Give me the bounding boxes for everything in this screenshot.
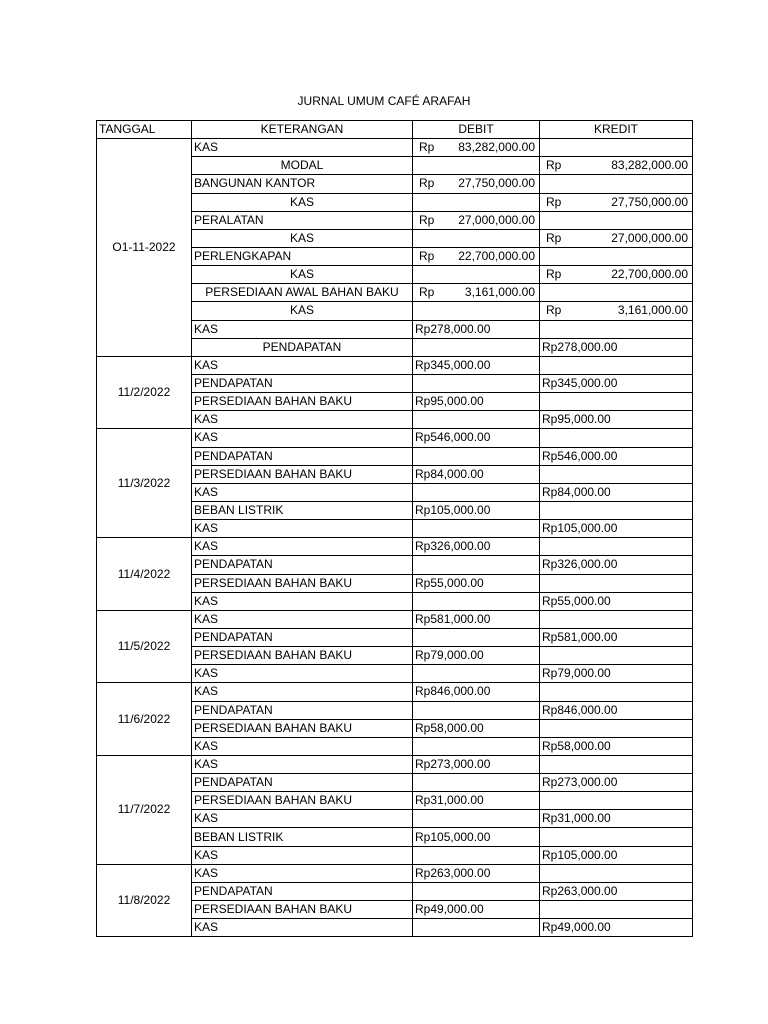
debit-amount-cell: [413, 882, 540, 900]
credit-amount-cell: [540, 229, 693, 247]
debit-amount-cell: Rp58,000.00: [413, 719, 540, 737]
header-credit: KREDIT: [540, 121, 693, 139]
credit-amount-cell: [540, 647, 693, 665]
account-description: PERALATAN: [192, 211, 413, 229]
entry-date: 11/7/2022: [97, 755, 192, 864]
credit-amount-cell: Rp58,000.00: [540, 737, 693, 755]
entry-date: 11/8/2022: [97, 864, 192, 937]
credit-amount-cell: [540, 429, 693, 447]
credit-amount-cell: [540, 574, 693, 592]
credit-amount-cell: [540, 465, 693, 483]
credit-amount-cell: [540, 864, 693, 882]
debit-amount-cell: [413, 266, 540, 284]
account-description: PENDAPATAN: [192, 338, 413, 356]
account-description: PENDAPATAN: [192, 774, 413, 792]
account-description: KAS: [192, 193, 413, 211]
account-description: PERLENGKAPAN: [192, 247, 413, 265]
account-description: KAS: [192, 665, 413, 683]
credit-amount-cell: Rp273,000.00: [540, 774, 693, 792]
debit-amount-cell: [413, 628, 540, 646]
credit-amount-cell: Rp278,000.00: [540, 338, 693, 356]
debit-amount-cell: Rp55,000.00: [413, 574, 540, 592]
entry-date: 11/5/2022: [97, 610, 192, 683]
credit-amount-cell: Rp84,000.00: [540, 483, 693, 501]
debit-amount-cell: Rp846,000.00: [413, 683, 540, 701]
journal-row: [97, 755, 693, 773]
account-description: PERSEDIAAN BAHAN BAKU: [192, 719, 413, 737]
debit-amount-cell: [413, 338, 540, 356]
credit-amount-cell: [540, 175, 693, 193]
currency-symbol: Rp: [546, 194, 562, 209]
debit-amount-cell: Rp31,000.00: [413, 792, 540, 810]
journal-row: [97, 538, 693, 556]
credit-amount-cell: [540, 266, 693, 284]
account-description: PENDAPATAN: [192, 882, 413, 900]
account-description: MODAL: [192, 157, 413, 175]
credit-amount-cell: Rp79,000.00: [540, 665, 693, 683]
account-description: KAS: [192, 610, 413, 628]
debit-amount-cell: [413, 229, 540, 247]
debit-amount-cell: [413, 665, 540, 683]
journal-row: [97, 610, 693, 628]
debit-amount-cell: Rp105,000.00: [413, 501, 540, 519]
debit-amount-cell: Rp581,000.00: [413, 610, 540, 628]
currency-symbol: Rp: [546, 267, 562, 282]
credit-amount-cell: [540, 139, 693, 157]
credit-amount: 27,000,000.00: [611, 230, 688, 245]
account-description: PENDAPATAN: [192, 447, 413, 465]
account-description: PERSEDIAAN BAHAN BAKU: [192, 574, 413, 592]
debit-amount-cell: [413, 302, 540, 320]
journal-table: [96, 120, 693, 937]
account-description: KAS: [192, 846, 413, 864]
debit-amount-cell: [413, 520, 540, 538]
account-description: BEBAN LISTRIK: [192, 501, 413, 519]
debit-amount-cell: [413, 483, 540, 501]
account-description: KAS: [192, 139, 413, 157]
currency-symbol: Rp: [419, 212, 435, 227]
account-description: PERSEDIAAN BAHAN BAKU: [192, 393, 413, 411]
account-description: KAS: [192, 229, 413, 247]
account-description: PERSEDIAAN AWAL BAHAN BAKU: [192, 284, 413, 302]
journal-row: [97, 429, 693, 447]
credit-amount-cell: Rp846,000.00: [540, 701, 693, 719]
account-description: KAS: [192, 538, 413, 556]
account-description: KAS: [192, 592, 413, 610]
currency-symbol: Rp: [419, 140, 435, 155]
credit-amount-cell: Rp105,000.00: [540, 520, 693, 538]
credit-amount-cell: [540, 320, 693, 338]
debit-amount: 83,282,000.00: [458, 140, 535, 155]
debit-amount-cell: [413, 774, 540, 792]
account-description: KAS: [192, 755, 413, 773]
account-description: PERSEDIAAN BAHAN BAKU: [192, 901, 413, 919]
debit-amount-cell: Rp546,000.00: [413, 429, 540, 447]
account-description: KAS: [192, 302, 413, 320]
debit-amount-cell: Rp84,000.00: [413, 465, 540, 483]
debit-amount-cell: [413, 919, 540, 937]
account-description: KAS: [192, 864, 413, 882]
debit-amount-cell: Rp263,000.00: [413, 864, 540, 882]
debit-amount: 27,750,000.00: [458, 176, 535, 191]
credit-amount-cell: [540, 356, 693, 374]
debit-amount-cell: [413, 284, 540, 302]
debit-amount: 22,700,000.00: [458, 249, 535, 264]
credit-amount-cell: Rp581,000.00: [540, 628, 693, 646]
account-description: KAS: [192, 483, 413, 501]
account-description: PERSEDIAAN BAHAN BAKU: [192, 792, 413, 810]
account-description: KAS: [192, 520, 413, 538]
account-description: KAS: [192, 810, 413, 828]
credit-amount-cell: Rp546,000.00: [540, 447, 693, 465]
account-description: BANGUNAN KANTOR: [192, 175, 413, 193]
debit-amount-cell: Rp278,000.00: [413, 320, 540, 338]
debit-amount-cell: Rp273,000.00: [413, 755, 540, 773]
journal-body: [97, 139, 693, 937]
credit-amount-cell: Rp55,000.00: [540, 592, 693, 610]
credit-amount-cell: Rp49,000.00: [540, 919, 693, 937]
debit-amount-cell: [413, 411, 540, 429]
entry-date: 11/6/2022: [97, 683, 192, 756]
account-description: KAS: [192, 683, 413, 701]
credit-amount-cell: [540, 683, 693, 701]
entry-date: O1-11-2022: [97, 139, 192, 357]
credit-amount-cell: Rp31,000.00: [540, 810, 693, 828]
debit-amount-cell: Rp105,000.00: [413, 828, 540, 846]
currency-symbol: Rp: [419, 176, 435, 191]
credit-amount: 22,700,000.00: [611, 267, 688, 282]
debit-amount-cell: [413, 211, 540, 229]
credit-amount-cell: Rp345,000.00: [540, 374, 693, 392]
debit-amount-cell: [413, 592, 540, 610]
debit-amount-cell: Rp95,000.00: [413, 393, 540, 411]
account-description: PENDAPATAN: [192, 701, 413, 719]
credit-amount: 3,161,000.00: [617, 303, 688, 318]
account-description: KAS: [192, 266, 413, 284]
journal-row: [97, 139, 693, 157]
debit-amount-cell: [413, 193, 540, 211]
debit-amount: 3,161,000.00: [464, 285, 535, 300]
account-description: PERSEDIAAN BAHAN BAKU: [192, 647, 413, 665]
currency-symbol: Rp: [546, 303, 562, 318]
credit-amount-cell: [540, 792, 693, 810]
journal-row: [97, 683, 693, 701]
debit-amount-cell: [413, 810, 540, 828]
credit-amount-cell: [540, 610, 693, 628]
account-description: KAS: [192, 919, 413, 937]
currency-symbol: Rp: [546, 230, 562, 245]
credit-amount-cell: [540, 247, 693, 265]
journal-title: JURNAL UMUM CAFÉ ARAFAH: [297, 94, 471, 108]
account-description: PENDAPATAN: [192, 374, 413, 392]
credit-amount-cell: [540, 828, 693, 846]
debit-amount-cell: [413, 374, 540, 392]
account-description: KAS: [192, 737, 413, 755]
credit-amount-cell: [540, 901, 693, 919]
header-date: TANGGAL: [97, 121, 192, 139]
credit-amount-cell: [540, 284, 693, 302]
credit-amount-cell: [540, 211, 693, 229]
currency-symbol: Rp: [419, 249, 435, 264]
credit-amount-cell: Rp95,000.00: [540, 411, 693, 429]
debit-amount-cell: [413, 447, 540, 465]
journal-row: [97, 864, 693, 882]
credit-amount-cell: [540, 501, 693, 519]
debit-amount-cell: [413, 846, 540, 864]
account-description: KAS: [192, 320, 413, 338]
debit-amount-cell: [413, 139, 540, 157]
currency-symbol: Rp: [546, 158, 562, 173]
account-description: PERSEDIAAN BAHAN BAKU: [192, 465, 413, 483]
account-description: BEBAN LISTRIK: [192, 828, 413, 846]
credit-amount-cell: Rp105,000.00: [540, 846, 693, 864]
debit-amount-cell: Rp326,000.00: [413, 538, 540, 556]
credit-amount-cell: [540, 193, 693, 211]
credit-amount-cell: [540, 157, 693, 175]
account-description: KAS: [192, 429, 413, 447]
journal-row: [97, 356, 693, 374]
credit-amount-cell: Rp326,000.00: [540, 556, 693, 574]
header-description: KETERANGAN: [192, 121, 413, 139]
account-description: KAS: [192, 411, 413, 429]
entry-date: 11/2/2022: [97, 356, 192, 429]
debit-amount-cell: Rp49,000.00: [413, 901, 540, 919]
header-debit: DEBIT: [413, 121, 540, 139]
credit-amount: 27,750,000.00: [611, 194, 688, 209]
credit-amount-cell: Rp263,000.00: [540, 882, 693, 900]
credit-amount-cell: [540, 538, 693, 556]
entry-date: 11/3/2022: [97, 429, 192, 538]
debit-amount-cell: Rp345,000.00: [413, 356, 540, 374]
debit-amount-cell: [413, 175, 540, 193]
currency-symbol: Rp: [419, 285, 435, 300]
credit-amount-cell: [540, 755, 693, 773]
debit-amount: 27,000,000.00: [458, 212, 535, 227]
header-row: [97, 121, 693, 139]
account-description: KAS: [192, 356, 413, 374]
account-description: PENDAPATAN: [192, 556, 413, 574]
credit-amount: 83,282,000.00: [611, 158, 688, 173]
debit-amount-cell: [413, 157, 540, 175]
credit-amount-cell: [540, 302, 693, 320]
entry-date: 11/4/2022: [97, 538, 192, 611]
debit-amount-cell: Rp79,000.00: [413, 647, 540, 665]
debit-amount-cell: [413, 701, 540, 719]
account-description: PENDAPATAN: [192, 628, 413, 646]
credit-amount-cell: [540, 393, 693, 411]
debit-amount-cell: [413, 556, 540, 574]
credit-amount-cell: [540, 719, 693, 737]
debit-amount-cell: [413, 247, 540, 265]
debit-amount-cell: [413, 737, 540, 755]
